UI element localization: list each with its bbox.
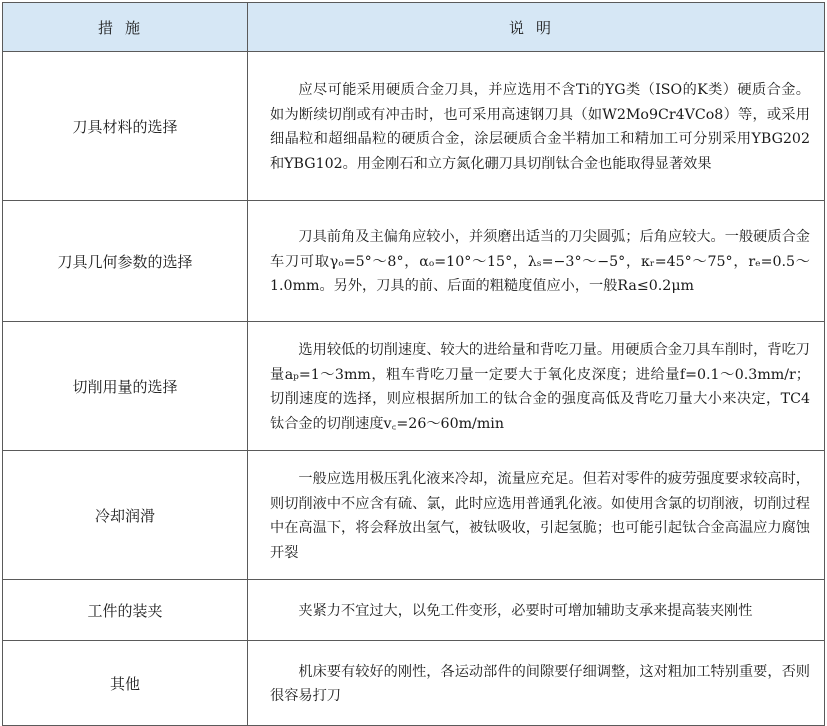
description-text: 一般应选用极压乳化液来冷却，流量应充足。但若对零件的疲劳强度要求较高时，则切削液中不应含有硫、氯，此时应选用普通乳化液。如使用含氯的切削液，切削过程中在高温下，将会释放出氢气，被钛吸收，引起氢脆；也可能引起钛合金高温应力腐蚀开裂 [270,471,810,561]
table-row [3,52,825,201]
description-text: 选用较低的切削速度、较大的进给量和背吃刀量。用硬质合金刀具车削时，背吃刀量aₚ=1～3mm，粗车背吃刀量一定要大于氧化皮深度；进给量f=0.1～0.3mm/r；切削速度的选择，则应根据所加工的钛合金的强度高低及背吃刀量大小来决定，TC4钛合金的切削速度v꜀=26～60m/min [270,342,810,432]
row-description [248,580,825,641]
measures-table [2,2,825,726]
table-row [3,641,825,726]
row-description [248,641,825,726]
row-label: 切削用量的选择 [3,322,248,451]
table-row [3,201,825,322]
row-label: 刀具材料的选择 [3,52,248,201]
row-description [248,201,825,322]
table-row [3,451,825,580]
row-label: 其他 [3,641,248,726]
table-row [3,580,825,641]
description-text: 刀具前角及主偏角应较小，并须磨出适当的刀尖圆弧；后角应较大。一般硬质合金车刀可取γₒ=5°～8°，αₒ=10°～15°，λₛ=−3°～−5°，κᵣ=45°～75°，rₑ=0.5～1.0mm。另外，刀具的前、后面的粗糙度值应小，一般Ra≤0.2μm [270,229,810,295]
description-text: 夹紧力不宜过大，以免工件变形，必要时可增加辅助支承来提高装夹刚性 [298,602,753,619]
header-explanation: 说明 [248,3,825,52]
table-row [3,322,825,451]
description-text: 应尽可能采用硬质合金刀具，并应选用不含Ti的YG类（ISO的K类）硬质合金。如为断续切削或有冲击时，也可采用高速钢刀具（如W2Mo9Cr4VCo8）等，或采用细晶粒和超细晶粒的硬质合金，涂层硬质合金半精加工和精加工可分别采用YBG202和YBG102。用金刚石和立方氮化硼刀具切削钛合金也能取得显著效果 [270,82,810,172]
description-text: 机床要有较好的刚性，各运动部件的间隙要仔细调整，这对粗加工特别重要，否则很容易打刀 [270,663,810,704]
row-label: 工件的装夹 [3,580,248,641]
row-label: 冷却润滑 [3,451,248,580]
header-measures: 措施 [3,3,248,52]
row-description [248,322,825,451]
row-description [248,52,825,201]
table-header-row [3,3,825,52]
row-label: 刀具几何参数的选择 [3,201,248,322]
row-description [248,451,825,580]
